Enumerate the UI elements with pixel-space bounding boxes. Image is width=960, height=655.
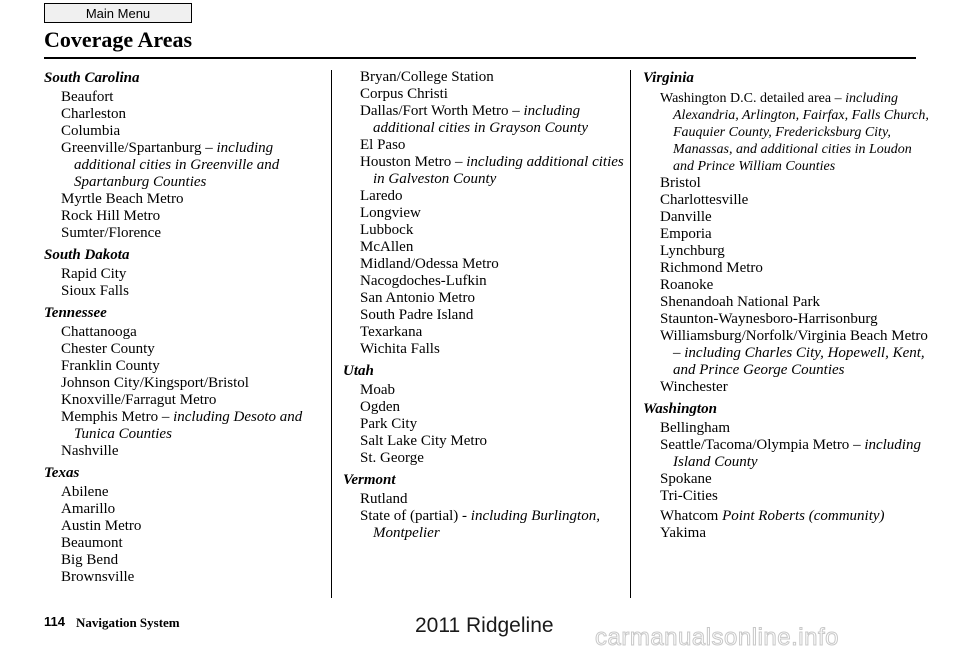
city-separator: – — [849, 437, 865, 453]
city-item — [360, 239, 628, 256]
city-list — [343, 69, 628, 358]
city-name: Ogden — [360, 399, 400, 415]
city-name: Bristol — [660, 175, 701, 191]
region-heading: Texas — [44, 465, 80, 481]
city-list — [343, 382, 628, 467]
city-name: Dallas/Fort Worth Metro — [360, 103, 509, 119]
city-item — [360, 341, 628, 358]
city-coverage-note: including Desoto and Tunica Counties — [74, 409, 303, 442]
city-item — [660, 277, 933, 294]
city-name: Charleston — [61, 106, 126, 122]
city-list — [44, 484, 324, 586]
city-name: Nacogdoches-Lufkin — [360, 273, 487, 289]
city-item — [360, 137, 628, 154]
city-item — [360, 86, 628, 103]
city-item — [61, 140, 324, 191]
city-name: Washington D.C. detailed area — [660, 91, 832, 106]
city-name: Spokane — [660, 471, 712, 487]
city-name: St. George — [360, 450, 424, 466]
title-divider — [44, 57, 916, 59]
city-name: Emporia — [660, 226, 712, 242]
city-name: Danville — [660, 209, 712, 225]
city-item — [61, 324, 324, 341]
region-heading: South Carolina — [44, 70, 140, 86]
city-item — [61, 552, 324, 569]
region-heading: Vermont — [343, 472, 396, 488]
city-item — [360, 416, 628, 433]
region-heading: South Dakota — [44, 247, 130, 263]
city-item — [61, 443, 324, 460]
city-item — [61, 569, 324, 586]
city-item — [360, 491, 628, 508]
coverage-column-2 — [343, 69, 628, 542]
city-name: Williamsburg/Norfolk/Virginia Beach Metro — [660, 328, 928, 344]
city-name: Richmond Metro — [660, 260, 763, 276]
city-name: Myrtle Beach Metro — [61, 191, 184, 207]
city-item — [61, 89, 324, 106]
city-coverage-note: including additional cities in Grayson County — [373, 103, 588, 136]
city-name: Texarkana — [360, 324, 423, 340]
region-heading: Tennessee — [44, 305, 107, 321]
city-name: Brownsville — [61, 569, 135, 585]
city-item — [360, 256, 628, 273]
city-item — [360, 69, 628, 86]
city-coverage-note: including additional cities in Galveston County — [373, 154, 624, 187]
city-item — [660, 311, 933, 328]
city-name: Sioux Falls — [61, 283, 129, 299]
city-name: Staunton-Waynesboro-Harrisonburg — [660, 311, 878, 327]
region-heading: Washington — [643, 401, 717, 417]
city-name: Salt Lake City Metro — [360, 433, 488, 449]
city-name: Rapid City — [61, 266, 127, 282]
city-item — [360, 188, 628, 205]
city-item — [61, 518, 324, 535]
column-divider-1 — [331, 70, 332, 598]
city-name: Tri-Cities — [660, 488, 718, 504]
city-name: Greenville/Spartanburg — [61, 140, 202, 156]
city-item — [61, 341, 324, 358]
city-item — [61, 123, 324, 140]
city-name: Rutland — [360, 491, 408, 507]
city-name: Johnson City/Kingsport/Bristol — [61, 375, 249, 391]
coverage-column-3 — [643, 69, 933, 542]
coverage-column-1 — [44, 69, 324, 586]
city-name: Columbia — [61, 123, 121, 139]
city-name: Shenandoah National Park — [660, 294, 820, 310]
city-item — [660, 379, 933, 396]
city-list — [44, 324, 324, 460]
city-item — [61, 106, 324, 123]
main-menu-button[interactable]: Main Menu — [44, 3, 192, 23]
region-heading: Virginia — [643, 70, 694, 86]
city-item — [360, 324, 628, 341]
city-list — [343, 491, 628, 542]
city-name: Franklin County — [61, 358, 160, 374]
city-list — [643, 420, 933, 542]
city-item — [360, 382, 628, 399]
city-item — [660, 90, 933, 175]
city-name: Longview — [360, 205, 421, 221]
city-item — [61, 375, 324, 392]
city-item — [360, 273, 628, 290]
site-watermark: carmanualsonline.info — [595, 624, 839, 651]
city-item — [660, 175, 933, 192]
city-item — [360, 103, 628, 137]
city-name: Abilene — [61, 484, 109, 500]
city-name: Lubbock — [360, 222, 414, 238]
region-heading: Utah — [343, 363, 374, 379]
city-separator: – — [201, 140, 217, 156]
city-item — [660, 260, 933, 277]
city-name: Lynchburg — [660, 243, 725, 259]
city-item — [61, 225, 324, 242]
city-name: Big Bend — [61, 552, 119, 568]
city-item — [360, 205, 628, 222]
city-name: El Paso — [360, 137, 406, 153]
column-divider-2 — [630, 70, 631, 598]
city-item — [61, 283, 324, 300]
city-name: Seattle/Tacoma/Olympia Metro — [660, 437, 850, 453]
city-item — [61, 392, 324, 409]
city-name: Roanoke — [660, 277, 714, 293]
city-coverage-note: including additional cities in Greenville and Spartanburg Counties — [74, 140, 280, 190]
city-name: Laredo — [360, 188, 403, 204]
city-name: Moab — [360, 382, 395, 398]
city-item — [660, 226, 933, 243]
city-list — [44, 266, 324, 300]
city-name: Austin Metro — [61, 518, 142, 534]
city-name: Yakima — [660, 525, 706, 541]
city-item — [660, 209, 933, 226]
city-name: Whatcom — [660, 508, 719, 524]
city-name: Midland/Odessa Metro — [360, 256, 499, 272]
city-item — [61, 208, 324, 225]
city-coverage-note: including Charles City, Hopewell, Kent, and Prince George Counties — [673, 345, 925, 378]
city-list — [643, 90, 933, 396]
city-item — [360, 290, 628, 307]
city-coverage-note: including Burlington, Montpelier — [373, 508, 600, 541]
city-item — [660, 192, 933, 209]
city-name: Rock Hill Metro — [61, 208, 161, 224]
city-name: Houston Metro — [360, 154, 452, 170]
city-name: South Padre Island — [360, 307, 474, 323]
city-item — [61, 535, 324, 552]
city-item — [61, 358, 324, 375]
city-name: State of (partial) — [360, 508, 459, 524]
city-item — [61, 409, 324, 443]
city-name: San Antonio Metro — [360, 290, 475, 306]
city-name: Sumter/Florence — [61, 225, 161, 241]
city-item — [61, 191, 324, 208]
city-name: McAllen — [360, 239, 414, 255]
city-item — [61, 266, 324, 283]
city-name: Beaufort — [61, 89, 114, 105]
city-item — [360, 307, 628, 324]
city-coverage-note: Point Roberts (community) — [722, 508, 885, 524]
city-name: Bryan/College Station — [360, 69, 494, 85]
city-item — [61, 484, 324, 501]
city-item — [660, 525, 933, 542]
page-title: Coverage Areas — [44, 27, 193, 52]
city-name: Nashville — [61, 443, 119, 459]
city-name: Charlottesville — [660, 192, 749, 208]
city-name: Bellingham — [660, 420, 730, 436]
city-separator: - — [458, 508, 471, 524]
city-separator: – — [831, 91, 846, 106]
city-name: Amarillo — [61, 501, 116, 517]
model-watermark: 2011 Ridgeline — [415, 614, 554, 637]
city-name: Knoxville/Farragut Metro — [61, 392, 217, 408]
city-item — [660, 488, 933, 505]
city-name: Corpus Christi — [360, 86, 448, 102]
city-item — [360, 222, 628, 239]
city-item — [660, 294, 933, 311]
city-name: Park City — [360, 416, 418, 432]
city-name: Wichita Falls — [360, 341, 440, 357]
city-list — [44, 89, 324, 242]
footer-section-title: Navigation System — [76, 615, 180, 630]
city-separator: – — [508, 103, 524, 119]
city-name: Memphis Metro — [61, 409, 159, 425]
city-item — [360, 450, 628, 467]
city-item — [360, 154, 628, 188]
city-coverage-note: including Island County — [673, 437, 921, 470]
city-name: Chester County — [61, 341, 155, 357]
city-item — [660, 471, 933, 488]
city-separator: – — [158, 409, 174, 425]
page-number: 114 — [44, 614, 65, 629]
city-separator: – — [673, 345, 685, 361]
city-item — [660, 420, 933, 437]
city-name: Winchester — [660, 379, 728, 395]
city-name: Beaumont — [61, 535, 123, 551]
city-item — [360, 433, 628, 450]
city-name: Chattanooga — [61, 324, 137, 340]
city-separator: – — [451, 154, 467, 170]
city-item — [660, 437, 933, 471]
city-coverage-note: including Alexandria, Arlington, Fairfax, Falls Church, Fauquier County, Fredericksburg City, Manassas, and additional cities in Loudon and Prince William Counties — [673, 91, 929, 174]
city-item — [660, 328, 933, 379]
city-item — [360, 508, 628, 542]
city-item — [660, 508, 933, 525]
city-item — [61, 501, 324, 518]
city-item — [660, 243, 933, 260]
city-item — [360, 399, 628, 416]
